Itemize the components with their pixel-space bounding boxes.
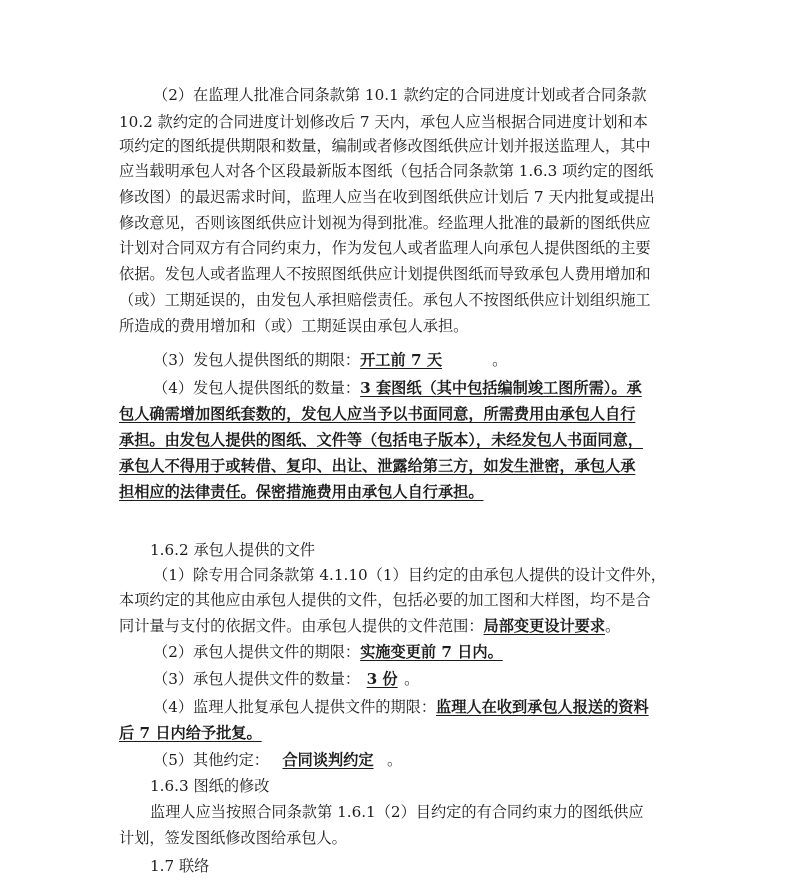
field-value: 开工前 7 天 bbox=[360, 351, 443, 369]
text-line: （1）除专用合同条款第 4.1.10（1）目约定的由承包人提供的设计文件外， bbox=[153, 566, 666, 584]
text-line: 项约定的图纸提供期限和数量，编制或者修改图纸供应计划并报送监理人，其中 bbox=[119, 137, 651, 155]
punctuation: 。 bbox=[492, 351, 508, 369]
field-label: （2）承包人提供文件的期限： bbox=[153, 643, 361, 661]
field-value: 局部变更设计要求 bbox=[483, 617, 605, 635]
field-value-line: 承包人不得用于或转借、复印、出让、泄露给第三方，如发生泄密，承包人承 bbox=[119, 457, 636, 475]
punctuation: 。 bbox=[605, 617, 621, 635]
text-line: （或）工期延误的，由发包人承担赔偿责任。承包人不按图纸供应计划组织施工 bbox=[119, 291, 651, 309]
field-value: 合同谈判约定 bbox=[282, 751, 374, 769]
field-label: （4）监理人批复承包人提供文件的期限： bbox=[153, 698, 437, 716]
field-label: （4）发包人提供图纸的数量： bbox=[153, 379, 361, 397]
field-value: 监理人在收到承包人报送的资料 bbox=[436, 698, 649, 716]
text-line: 计划对合同双方有合同约束力，作为发包人或者监理人向承包人提供图纸的主要 bbox=[119, 239, 651, 257]
field-value-line: 后 7 日内给予批复。 bbox=[119, 724, 262, 742]
field-label: （3）发包人提供图纸的期限： bbox=[153, 351, 361, 369]
approval-deadline-line bbox=[153, 697, 649, 717]
doc-deadline-line bbox=[153, 642, 503, 662]
text-line: 修改图）的最迟需求时间，监理人应当在收到图纸供应计划后 7 天内批复或提出 bbox=[119, 188, 655, 206]
text-line: （2）在监理人批准合同条款第 10.1 款约定的合同进度计划或者合同条款 bbox=[153, 86, 647, 104]
field-label: 同计量与支付的依据文件。由承包人提供的文件范围： bbox=[119, 617, 484, 635]
other-agreement-line bbox=[153, 750, 402, 770]
drawing-deadline-line bbox=[153, 350, 507, 370]
text-line: 计划，签发图纸修改图给承包人。 bbox=[119, 829, 347, 847]
doc-quantity-line bbox=[153, 669, 419, 689]
text-line: 修改意见，否则该图纸供应计划视为得到批准。经监理人批准的最新的图纸供应 bbox=[119, 214, 651, 232]
text-line: 10.2 款约定的合同进度计划修改后 7 天内，承包人应当根据合同进度计划和本 bbox=[119, 113, 648, 131]
text-line: 依据。发包人或者监理人不按照图纸供应计划提供图纸而导致承包人费用增加和 bbox=[119, 265, 651, 283]
field-value: 3 份 bbox=[366, 670, 398, 688]
text-line: 监理人应当按照合同条款第 1.6.1（2）目约定的有合同约束力的图纸供应 bbox=[150, 803, 644, 821]
text-line: 本项约定的其他应由承包人提供的文件，包括必要的加工图和大样图，均不是合 bbox=[119, 591, 651, 609]
text-line: 应当载明承包人对各个区段最新版本图纸（包括合同条款第 1.6.3 项约定的图纸 bbox=[119, 162, 654, 180]
section-heading: 1.7 联络 bbox=[150, 857, 210, 875]
field-value: 3 套图纸（其中包括编制竣工图所需）。承 bbox=[360, 379, 642, 397]
field-label: （5）其他约定： bbox=[153, 751, 269, 769]
field-value: 实施变更前 7 日内。 bbox=[360, 643, 503, 661]
section-heading: 1.6.3 图纸的修改 bbox=[150, 777, 270, 795]
field-value-line: 承担。由发包人提供的图纸、文件等（包括电子版本），未经发包人书面同意， bbox=[119, 431, 643, 449]
field-label: （3）承包人提供文件的数量： bbox=[153, 670, 361, 688]
drawing-quantity-line bbox=[153, 378, 642, 398]
text-line: 所造成的费用增加和（或）工期延误由承包人承担。 bbox=[119, 317, 469, 335]
punctuation: 。 bbox=[386, 751, 403, 769]
punctuation: 。 bbox=[404, 670, 420, 688]
field-value-line: 担相应的法律责任。保密措施费用由承包人自行承担。 bbox=[119, 483, 484, 501]
field-value-line: 包人确需增加图纸套数的，发包人应当予以书面同意，所需费用由承包人自行 bbox=[119, 405, 636, 423]
doc-scope-line bbox=[119, 616, 620, 636]
section-heading: 1.6.2 承包人提供的文件 bbox=[150, 541, 315, 559]
